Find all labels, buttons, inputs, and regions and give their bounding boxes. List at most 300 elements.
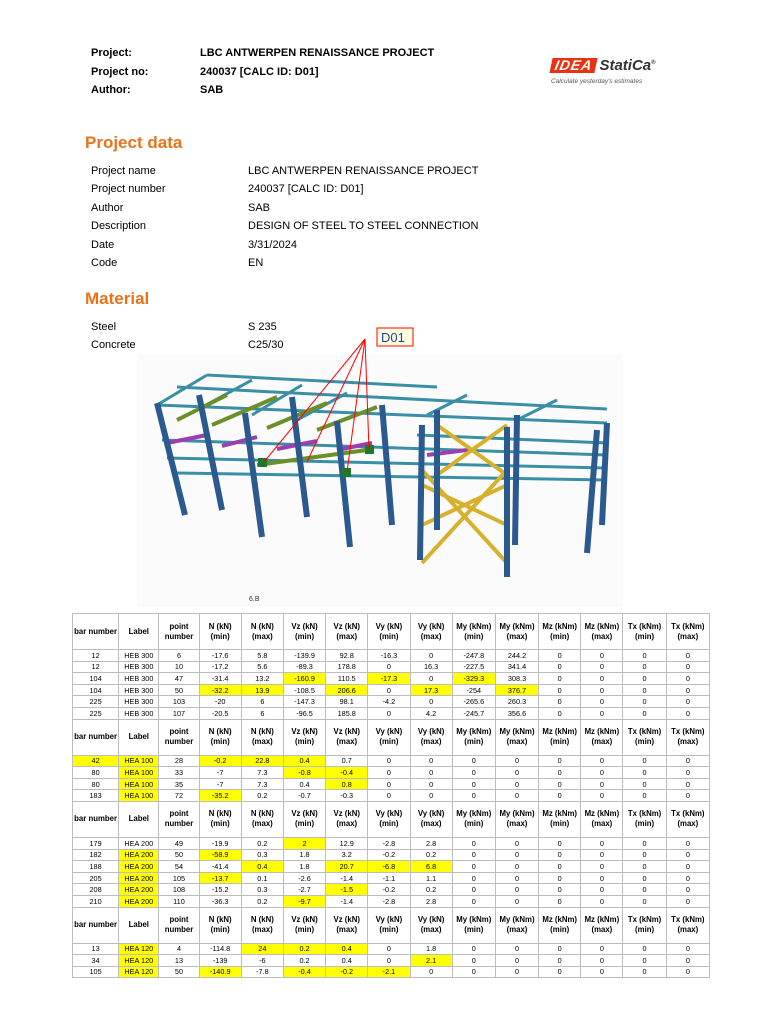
column-header: Vy (kN) (min) (368, 719, 410, 755)
table-cell: -265.6 (452, 696, 495, 708)
table-row (73, 696, 710, 708)
table-header-row (73, 719, 710, 755)
table-cell: 0 (581, 755, 623, 767)
table-cell: 7.3 (241, 767, 283, 779)
project-data-row: Date 3/31/2024 (91, 238, 297, 251)
table-cell: 0.3 (241, 884, 283, 896)
project-data-row: Description DESIGN OF STEEL TO STEEL CONNECTION (91, 220, 479, 233)
project-data-row: Project number 240037 [CALC ID: D01] (91, 183, 364, 196)
table-cell: 0 (452, 943, 495, 955)
table-cell: 0 (623, 755, 666, 767)
table-cell: 2.8 (410, 837, 452, 849)
table-cell: 0 (452, 790, 495, 802)
column-header: My (kNm) (max) (495, 719, 538, 755)
column-header: Label (119, 907, 159, 943)
table-cell: 0 (539, 778, 581, 790)
table-cell: 0 (666, 684, 709, 696)
table-cell: -108.5 (283, 684, 325, 696)
table-cell: 1.8 (283, 849, 325, 861)
table-cell: 225 (73, 707, 119, 719)
column-header: N (kN) (max) (241, 719, 283, 755)
table-cell: 0 (581, 696, 623, 708)
table-cell: HEB 300 (119, 684, 159, 696)
table-cell: HEA 120 (119, 966, 159, 978)
table-cell: 0 (495, 837, 538, 849)
table-cell: -16.3 (368, 650, 410, 662)
table-cell: 0 (452, 872, 495, 884)
table-cell: 50 (159, 684, 199, 696)
table-cell: -7 (199, 767, 241, 779)
table-cell: 0 (581, 943, 623, 955)
table-cell: 0.2 (241, 790, 283, 802)
table-cell: 0 (666, 790, 709, 802)
table-cell: 244.2 (495, 650, 538, 662)
logo-brand: StatiCa® (599, 57, 656, 74)
column-header: Tx (kNm) (min) (623, 907, 666, 943)
idea-statica-logo (551, 57, 681, 93)
table-cell: -254 (452, 684, 495, 696)
table-cell: HEB 300 (119, 661, 159, 673)
column-header: Mz (kNm) (max) (581, 614, 623, 650)
table-cell: -139 (199, 955, 241, 967)
header-row-project-no (91, 65, 434, 84)
table-cell: HEA 100 (119, 778, 159, 790)
table-cell: 104 (73, 673, 119, 685)
report-header (91, 46, 434, 102)
table-cell: 92.8 (326, 650, 368, 662)
table-cell: -2.8 (368, 837, 410, 849)
table-cell: -20 (199, 696, 241, 708)
column-header: Label (119, 719, 159, 755)
table-cell: 0 (581, 884, 623, 896)
table-cell: -329.3 (452, 673, 495, 685)
table-cell: 0 (581, 955, 623, 967)
table-cell: 0 (623, 673, 666, 685)
header-row-author (91, 83, 434, 102)
table-cell: -41.4 (199, 861, 241, 873)
table-cell: 2.8 (410, 895, 452, 907)
column-header: bar number (73, 801, 119, 837)
table-cell: 0.2 (283, 955, 325, 967)
column-header: Vz (kN) (max) (326, 614, 368, 650)
header-key: Project: (91, 47, 132, 59)
table-cell: 0 (452, 955, 495, 967)
column-header: Vy (kN) (min) (368, 801, 410, 837)
table-cell: 208 (73, 884, 119, 896)
table-cell: 1.8 (283, 861, 325, 873)
table-cell: 42 (73, 755, 119, 767)
table-cell: 50 (159, 966, 199, 978)
table-cell: 0 (581, 778, 623, 790)
table-cell: -4.2 (368, 696, 410, 708)
table-cell: 5.8 (241, 650, 283, 662)
table-cell: 356.6 (495, 707, 538, 719)
table-cell: 1.8 (410, 943, 452, 955)
table-cell: -19.9 (199, 837, 241, 849)
table-cell: 13.9 (241, 684, 283, 696)
table-cell: 225 (73, 696, 119, 708)
table-cell: 0 (666, 895, 709, 907)
table-row (73, 707, 710, 719)
column-header: Mz (kNm) (max) (581, 907, 623, 943)
table-cell: -245.7 (452, 707, 495, 719)
table-cell: 0 (666, 861, 709, 873)
table-cell: 0 (452, 895, 495, 907)
column-header: Tx (kNm) (max) (666, 907, 709, 943)
table-cell: 0 (495, 943, 538, 955)
table-cell: 0 (539, 943, 581, 955)
table-cell: 107 (159, 707, 199, 719)
table-cell: 0.8 (326, 778, 368, 790)
table-cell: 105 (159, 872, 199, 884)
table-cell: 0 (623, 895, 666, 907)
table-cell: -0.4 (326, 767, 368, 779)
table-cell: 0 (539, 673, 581, 685)
table-row (73, 895, 710, 907)
table-cell: 0 (623, 884, 666, 896)
table-cell: 0 (539, 790, 581, 802)
table-cell: -20.5 (199, 707, 241, 719)
table-cell: 0 (539, 755, 581, 767)
table-row (73, 778, 710, 790)
table-cell: 13 (159, 955, 199, 967)
column-header: N (kN) (min) (199, 801, 241, 837)
table-cell: 0 (666, 872, 709, 884)
header-row-project (91, 46, 434, 65)
table-cell: 0 (539, 955, 581, 967)
table-cell: 0 (666, 955, 709, 967)
column-header: point number (159, 719, 199, 755)
table-cell: HEA 120 (119, 955, 159, 967)
table-cell: -140.9 (199, 966, 241, 978)
table-cell: -147.3 (283, 696, 325, 708)
column-header: Tx (kNm) (max) (666, 719, 709, 755)
table-cell: 110 (159, 895, 199, 907)
table-cell: 0 (623, 861, 666, 873)
table-cell: 0 (368, 767, 410, 779)
column-header: Vy (kN) (min) (368, 614, 410, 650)
table-cell: 0 (623, 661, 666, 673)
table-cell: 0 (539, 661, 581, 673)
table-cell: 188 (73, 861, 119, 873)
table-cell: -139.9 (283, 650, 325, 662)
table-cell: 0 (452, 849, 495, 861)
header-value: SAB (200, 84, 224, 96)
table-cell: 103 (159, 696, 199, 708)
table-cell: 0 (623, 778, 666, 790)
table-cell: 0 (410, 778, 452, 790)
table-cell: -17.3 (368, 673, 410, 685)
column-header: Mz (kNm) (max) (581, 801, 623, 837)
table-cell: 13 (73, 943, 119, 955)
table-cell: 0 (495, 849, 538, 861)
table-cell: 110.5 (326, 673, 368, 685)
table-cell: HEA 200 (119, 884, 159, 896)
table-cell: 0 (581, 767, 623, 779)
column-header: Tx (kNm) (min) (623, 719, 666, 755)
table-cell: -58.9 (199, 849, 241, 861)
column-header: My (kNm) (max) (495, 907, 538, 943)
table-cell: -0.3 (326, 790, 368, 802)
internal-forces-table (72, 613, 710, 978)
table-cell: 1.1 (410, 872, 452, 884)
table-cell: 376.7 (495, 684, 538, 696)
table-cell: 0 (539, 684, 581, 696)
table-cell: 0 (581, 790, 623, 802)
table-cell: -17.6 (199, 650, 241, 662)
axis-label: 6.B (249, 596, 260, 603)
table-cell: -114.8 (199, 943, 241, 955)
table-cell: HEA 120 (119, 943, 159, 955)
table-cell: 0 (368, 778, 410, 790)
table-cell: 0.4 (326, 943, 368, 955)
table-cell: 0 (452, 837, 495, 849)
table-header-row (73, 614, 710, 650)
column-header: Tx (kNm) (min) (623, 614, 666, 650)
table-cell: 0 (666, 849, 709, 861)
table-cell: -1.1 (368, 872, 410, 884)
table-cell: 0.4 (283, 755, 325, 767)
callout-label: D01 (381, 330, 405, 345)
table-cell: 0 (495, 778, 538, 790)
table-cell: 0 (495, 872, 538, 884)
table-cell: 72 (159, 790, 199, 802)
table-cell: 0 (623, 767, 666, 779)
table-cell: 0.7 (326, 755, 368, 767)
material-row: Concrete C25/30 (91, 339, 284, 352)
material-row: Steel S 235 (91, 321, 277, 333)
table-cell: 0 (623, 696, 666, 708)
table-cell: 0 (623, 955, 666, 967)
table-cell: 0 (666, 707, 709, 719)
column-header: My (kNm) (min) (452, 801, 495, 837)
table-cell: 47 (159, 673, 199, 685)
table-cell: 0 (623, 872, 666, 884)
table-cell: 28 (159, 755, 199, 767)
table-cell: 2.1 (410, 955, 452, 967)
header-key: Project no: (91, 65, 149, 78)
table-cell: 183 (73, 790, 119, 802)
table-cell: 0 (452, 861, 495, 873)
table-cell: 0 (539, 837, 581, 849)
table-cell: 0 (539, 861, 581, 873)
column-header: My (kNm) (max) (495, 614, 538, 650)
table-cell: -36.3 (199, 895, 241, 907)
table-cell: 0 (581, 849, 623, 861)
table-cell: 0 (623, 707, 666, 719)
table-cell: -0.4 (283, 966, 325, 978)
column-header: Vy (kN) (max) (410, 907, 452, 943)
table-row (73, 872, 710, 884)
table-cell: 0 (410, 767, 452, 779)
table-cell: -13.7 (199, 872, 241, 884)
column-header: Tx (kNm) (max) (666, 614, 709, 650)
table-cell: 0.2 (241, 837, 283, 849)
table-cell: 0 (666, 673, 709, 685)
column-header: Mz (kNm) (min) (539, 719, 581, 755)
table-cell: 0 (666, 661, 709, 673)
table-header-row (73, 907, 710, 943)
table-cell: 0 (539, 849, 581, 861)
table-cell: 0 (539, 707, 581, 719)
table-cell: 0 (539, 696, 581, 708)
table-cell: 0 (623, 650, 666, 662)
table-cell: HEB 300 (119, 707, 159, 719)
section-title-project-data: Project data (85, 133, 183, 152)
column-header: bar number (73, 614, 119, 650)
table-cell: -0.7 (283, 790, 325, 802)
table-cell: 0 (539, 872, 581, 884)
table-cell: 0 (666, 696, 709, 708)
table-cell: HEA 200 (119, 872, 159, 884)
table-cell: 0 (410, 966, 452, 978)
table-cell: -31.4 (199, 673, 241, 685)
column-header: Vz (kN) (min) (283, 614, 325, 650)
table-cell: 34 (73, 955, 119, 967)
table-cell: 0 (368, 707, 410, 719)
table-cell: -0.2 (326, 966, 368, 978)
table-cell: -2.1 (368, 966, 410, 978)
table-cell: 0 (495, 861, 538, 873)
table-cell: 0 (495, 895, 538, 907)
column-header: Mz (kNm) (max) (581, 719, 623, 755)
table-cell: 260.3 (495, 696, 538, 708)
table-cell: 0 (539, 650, 581, 662)
table-cell: 0 (666, 650, 709, 662)
table-cell: 0 (581, 684, 623, 696)
table-cell: 16.3 (410, 661, 452, 673)
table-cell: 0 (581, 673, 623, 685)
table-cell: 0 (495, 884, 538, 896)
project-data-row: Author SAB (91, 201, 271, 214)
table-cell: 108 (159, 884, 199, 896)
table-cell: 105 (73, 966, 119, 978)
table-cell: 0 (368, 790, 410, 802)
table-cell: HEA 200 (119, 837, 159, 849)
column-header: Mz (kNm) (min) (539, 907, 581, 943)
table-cell: 0 (368, 955, 410, 967)
column-header: My (kNm) (max) (495, 801, 538, 837)
table-cell: 24 (241, 943, 283, 955)
table-cell: 205 (73, 872, 119, 884)
table-cell: 0.2 (410, 884, 452, 896)
table-cell: 35 (159, 778, 199, 790)
table-cell: -247.8 (452, 650, 495, 662)
table-cell: 206.6 (326, 684, 368, 696)
table-cell: -1.5 (326, 884, 368, 896)
table-cell: -15.2 (199, 884, 241, 896)
table-cell: HEA 100 (119, 767, 159, 779)
table-cell: 0 (623, 849, 666, 861)
table-cell: HEA 200 (119, 849, 159, 861)
table-cell: 0.2 (283, 943, 325, 955)
column-header: Vz (kN) (min) (283, 907, 325, 943)
table-cell: 104 (73, 684, 119, 696)
header-value: 240037 [CALC ID: D01] (200, 65, 319, 78)
table-row (73, 955, 710, 967)
logo-mark: IDEA (549, 58, 598, 73)
table-cell: -2.8 (368, 895, 410, 907)
table-cell: -160.9 (283, 673, 325, 685)
column-header: bar number (73, 907, 119, 943)
column-header: Label (119, 614, 159, 650)
table-cell: 0 (666, 778, 709, 790)
project-data-row: Code EN (91, 256, 264, 269)
table-row (73, 661, 710, 673)
column-header: point number (159, 907, 199, 943)
table-cell: 5.6 (241, 661, 283, 673)
table-cell: 0 (410, 696, 452, 708)
logo-tagline: Calculate yesterday's estimates (551, 78, 643, 85)
column-header: point number (159, 801, 199, 837)
table-cell: -17.2 (199, 661, 241, 673)
column-header: Label (119, 801, 159, 837)
column-header: N (kN) (min) (199, 907, 241, 943)
table-cell: HEA 200 (119, 895, 159, 907)
table-cell: 0.4 (326, 955, 368, 967)
table-row (73, 673, 710, 685)
table-cell: -227.5 (452, 661, 495, 673)
column-header: My (kNm) (min) (452, 907, 495, 943)
table-cell: 49 (159, 837, 199, 849)
table-cell: 0 (666, 966, 709, 978)
column-header: Vz (kN) (max) (326, 907, 368, 943)
table-cell: 0 (368, 661, 410, 673)
table-cell: -32.2 (199, 684, 241, 696)
table-cell: -0.8 (283, 767, 325, 779)
table-cell: 0 (410, 755, 452, 767)
column-header: Vy (kN) (max) (410, 801, 452, 837)
table-cell: -35.2 (199, 790, 241, 802)
table-row (73, 849, 710, 861)
table-cell: 0 (539, 966, 581, 978)
table-cell: 33 (159, 767, 199, 779)
table-cell: -89.3 (283, 661, 325, 673)
table-cell: 0 (452, 778, 495, 790)
table-cell: 0 (368, 755, 410, 767)
table-cell: -1.4 (326, 895, 368, 907)
table-cell: 0 (452, 755, 495, 767)
table-cell: 0 (581, 707, 623, 719)
table-cell: 0 (666, 943, 709, 955)
table-cell: HEB 300 (119, 673, 159, 685)
column-header: Tx (kNm) (max) (666, 801, 709, 837)
table-cell: 0 (666, 755, 709, 767)
table-cell: -96.5 (283, 707, 325, 719)
column-header: Vy (kN) (max) (410, 614, 452, 650)
table-cell: 50 (159, 849, 199, 861)
table-cell: -0.2 (368, 849, 410, 861)
table-cell: -6.8 (368, 861, 410, 873)
table-cell: 0 (623, 943, 666, 955)
table-row (73, 884, 710, 896)
table-cell: 6.8 (410, 861, 452, 873)
table-row (73, 684, 710, 696)
column-header: Vz (kN) (max) (326, 719, 368, 755)
table-cell: 0.2 (410, 849, 452, 861)
table-row (73, 837, 710, 849)
table-cell: 0 (666, 884, 709, 896)
table-cell: 0 (581, 837, 623, 849)
table-cell: 185.8 (326, 707, 368, 719)
column-header: Vy (kN) (max) (410, 719, 452, 755)
table-cell: HEA 100 (119, 755, 159, 767)
table-cell: 0 (581, 895, 623, 907)
table-cell: 98.1 (326, 696, 368, 708)
table-cell: 0 (452, 884, 495, 896)
table-row (73, 767, 710, 779)
table-cell: 0 (539, 884, 581, 896)
